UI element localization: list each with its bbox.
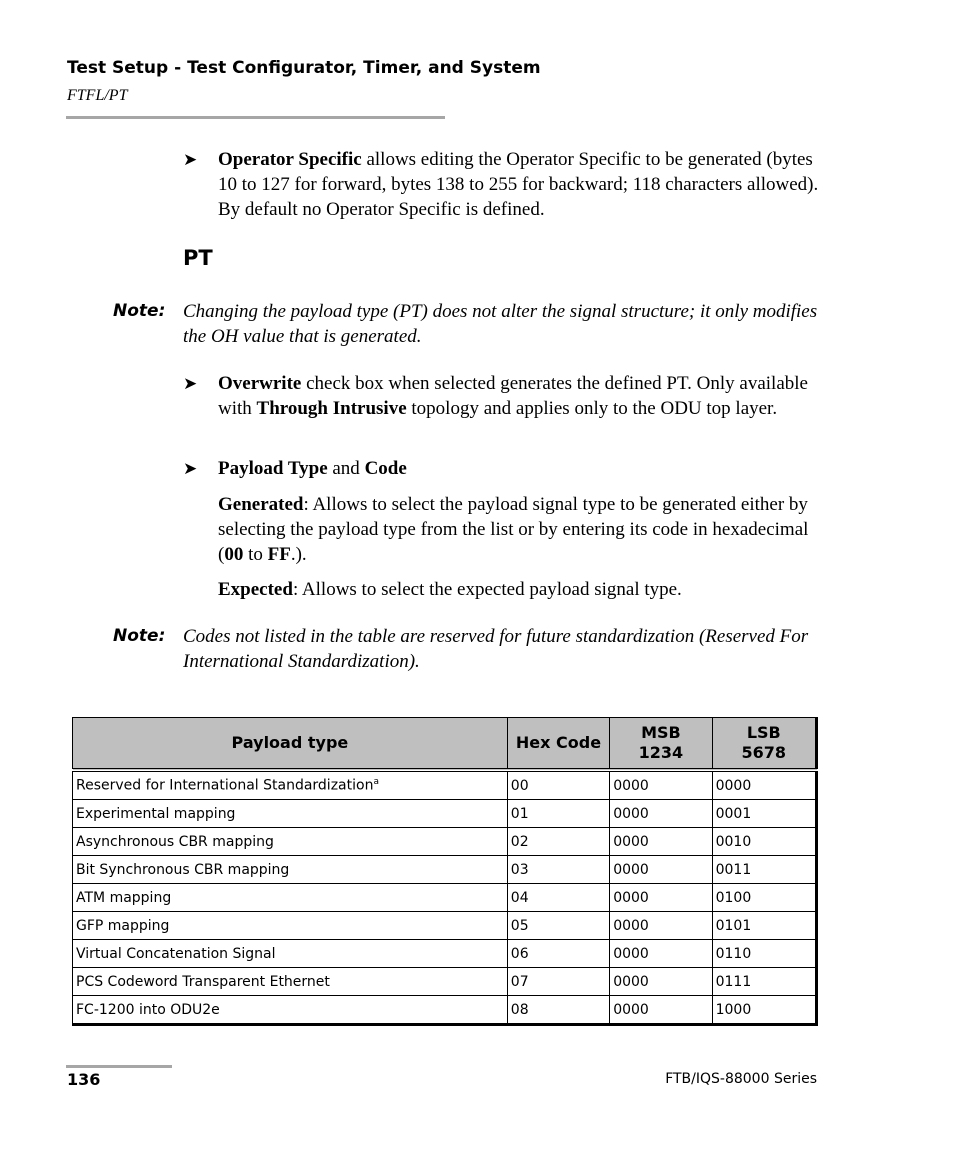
cell-payload-type: Asynchronous CBR mapping <box>73 828 508 856</box>
operator-specific-text: allows editing the Operator Specific to be generated (bytes 10 to 127 for forward, bytes 138 to 255 for backward; 118 characters allowed). By default no Operator Specific is defined. <box>218 149 819 220</box>
cell-hex: 02 <box>507 828 609 856</box>
payload-type-table <box>72 717 818 1026</box>
cell-lsb: 0111 <box>712 968 816 996</box>
generated-text-a: : Allows to select the payload signal type to be generated either by selecting the payload type from the list or by entering its code in hexadecimal ( <box>218 494 809 565</box>
overwrite-bullet <box>183 371 823 421</box>
bullet-arrow-icon: ➤ <box>183 374 198 393</box>
footnote-marker: a <box>373 777 379 788</box>
table-row <box>73 884 817 912</box>
page-header-subtitle: FTFL/PT <box>67 87 128 104</box>
cell-payload-type: Experimental mapping <box>73 800 508 828</box>
bullet-arrow-icon: ➤ <box>183 150 198 169</box>
header-lsb-line2: 5678 <box>741 743 787 762</box>
cell-msb: 0000 <box>610 800 712 828</box>
header-msb-line1: MSB <box>641 723 681 742</box>
cell-type-text: Reserved for International Standardization <box>76 777 374 794</box>
cell-lsb: 0010 <box>712 828 816 856</box>
cell-lsb: 0000 <box>712 770 816 800</box>
table-row <box>73 996 817 1025</box>
product-series: FTB/IQS-88000 Series <box>665 1071 817 1087</box>
cell-lsb: 0001 <box>712 800 816 828</box>
header-lsb <box>712 718 816 771</box>
cell-payload-type: ATM mapping <box>73 884 508 912</box>
code-term: Code <box>364 458 407 479</box>
cell-lsb: 0110 <box>712 940 816 968</box>
cell-msb: 0000 <box>610 940 712 968</box>
expected-term: Expected <box>218 579 293 600</box>
cell-hex: 05 <box>507 912 609 940</box>
cell-msb: 0000 <box>610 770 712 800</box>
overwrite-term: Overwrite <box>218 373 302 394</box>
section-heading-pt: PT <box>183 246 213 270</box>
payload-type-term: Payload Type <box>218 458 328 479</box>
header-payload-type: Payload type <box>73 718 508 771</box>
generated-term: Generated <box>218 494 304 515</box>
table-row <box>73 968 817 996</box>
footer-divider <box>66 1065 172 1068</box>
cell-msb: 0000 <box>610 856 712 884</box>
overwrite-text-a: check box when selected generates the defined PT. Only available with <box>218 373 808 419</box>
payload-type-code-bullet <box>183 456 823 481</box>
and-text: and <box>327 458 365 479</box>
page-header-title: Test Setup - Test Configurator, Timer, and System <box>67 58 541 78</box>
cell-payload-type: FC-1200 into ODU2e <box>73 996 508 1025</box>
cell-payload-type: Bit Synchronous CBR mapping <box>73 856 508 884</box>
cell-lsb: 1000 <box>712 996 816 1025</box>
header-msb-line2: 1234 <box>638 743 684 762</box>
cell-msb: 0000 <box>610 996 712 1025</box>
header-msb <box>610 718 712 771</box>
expected-paragraph <box>218 577 823 602</box>
code-to: FF <box>267 544 291 565</box>
cell-hex: 08 <box>507 996 609 1025</box>
note-payload-type <box>113 299 823 349</box>
cell-payload-type: Virtual Concatenation Signal <box>73 940 508 968</box>
expected-text: : Allows to select the expected payload signal type. <box>292 579 682 600</box>
cell-msb: 0000 <box>610 968 712 996</box>
cell-lsb: 0100 <box>712 884 816 912</box>
cell-hex: 03 <box>507 856 609 884</box>
note-reserved-codes <box>113 624 823 674</box>
table-row <box>73 800 817 828</box>
table-row <box>73 770 817 800</box>
cell-payload-type <box>73 770 508 800</box>
header-hex-code: Hex Code <box>507 718 609 771</box>
generated-paragraph <box>218 492 823 567</box>
cell-hex: 00 <box>507 770 609 800</box>
cell-lsb: 0101 <box>712 912 816 940</box>
table-row <box>73 912 817 940</box>
cell-lsb: 0011 <box>712 856 816 884</box>
page-number: 136 <box>67 1070 101 1089</box>
cell-hex: 06 <box>507 940 609 968</box>
cell-hex: 07 <box>507 968 609 996</box>
cell-msb: 0000 <box>610 828 712 856</box>
note-text: Codes not listed in the table are reserved for future standardization (Reserved For International Standardization). <box>183 626 809 672</box>
cell-payload-type: GFP mapping <box>73 912 508 940</box>
header-divider <box>66 116 445 119</box>
header-lsb-line1: LSB <box>746 723 781 742</box>
overwrite-text-b: topology and applies only to the ODU top layer. <box>406 398 778 419</box>
code-from: 00 <box>224 544 244 565</box>
table-header-row <box>73 718 817 771</box>
to-text: to <box>243 544 268 565</box>
table-row <box>73 828 817 856</box>
cell-payload-type: PCS Codeword Transparent Ethernet <box>73 968 508 996</box>
operator-specific-term: Operator Specific <box>218 149 362 170</box>
table-row <box>73 940 817 968</box>
note-text: Changing the payload type (PT) does not alter the signal structure; it only modifies the OH value that is generated. <box>183 301 818 347</box>
note-label: Note: <box>113 626 166 646</box>
cell-msb: 0000 <box>610 884 712 912</box>
generated-text-b: .). <box>290 544 307 565</box>
cell-msb: 0000 <box>610 912 712 940</box>
bullet-arrow-icon: ➤ <box>183 459 198 478</box>
through-intrusive-term: Through Intrusive <box>256 398 407 419</box>
operator-specific-bullet <box>183 147 823 222</box>
cell-hex: 04 <box>507 884 609 912</box>
note-label: Note: <box>113 301 166 321</box>
table-row <box>73 856 817 884</box>
cell-hex: 01 <box>507 800 609 828</box>
